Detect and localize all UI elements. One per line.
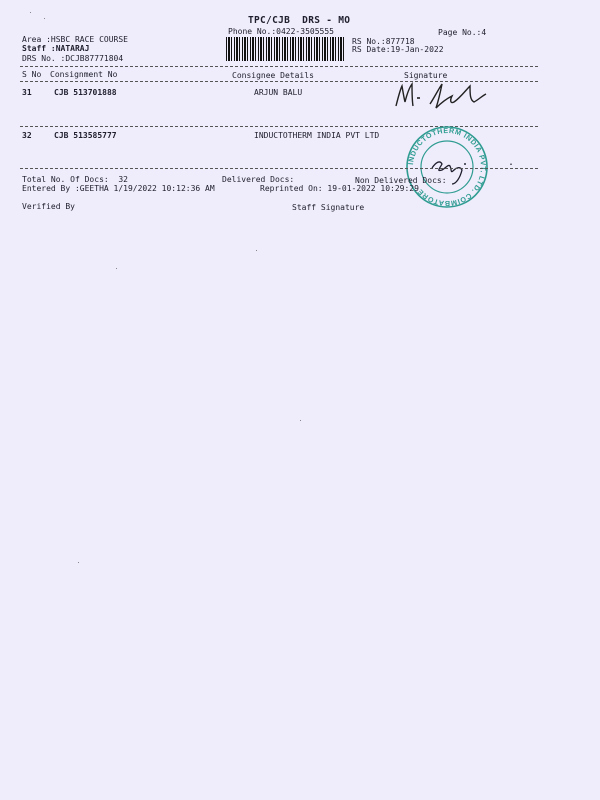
rs-number: RS No.:877718 — [352, 37, 415, 46]
column-consignment: Consignment No — [50, 70, 118, 79]
non-delivered-docs: Non Delivered Docs: — [355, 176, 447, 185]
area-label: Area :HSBC RACE COURSE — [22, 35, 128, 44]
row-31-consignment: CJB 513701888 — [54, 88, 117, 97]
company-stamp — [402, 124, 492, 210]
row-32-sno: 32 — [22, 131, 32, 140]
header-rule-top — [20, 66, 538, 67]
column-signature: Signature — [404, 71, 448, 80]
delivered-docs: Delivered Docs: — [222, 175, 295, 184]
drs-number: DRS No. :DCJB87771804 — [22, 54, 124, 63]
staff-signature: Staff Signature — [292, 203, 365, 212]
row-rule-2 — [20, 168, 538, 169]
dot-mark: . — [508, 157, 515, 168]
scan-speck — [300, 420, 301, 421]
scan-speck — [44, 18, 45, 19]
row-32-consignee: INDUCTOTHERM INDIA PVT LTD — [254, 131, 380, 140]
row-31-signature — [390, 80, 500, 112]
row-31-sno: 31 — [22, 88, 32, 97]
document-title: TPC/CJB DRS - MO — [248, 15, 351, 26]
column-consignee: Consignee Details — [232, 71, 314, 80]
rs-date: RS Date:19-Jan-2022 — [352, 45, 444, 54]
scan-speck — [30, 12, 31, 13]
row-31-consignee: ARJUN BALU — [254, 88, 303, 97]
reprinted-on: Reprinted On: 19-01-2022 10:29:29 — [260, 184, 419, 193]
scan-speck — [256, 250, 257, 251]
stamp-ring-text: INDUCTOTHERM INDIA PVT. LTD. COIMBATORE — [406, 125, 489, 209]
page-number: Page No.:4 — [438, 28, 487, 37]
column-sno: S No — [22, 70, 42, 79]
scan-speck — [78, 562, 79, 563]
entered-by: Entered By :GEETHA 1/19/2022 10:12:36 AM — [22, 184, 215, 193]
barcode — [226, 37, 344, 61]
total-docs: Total No. Of Docs: 32 — [22, 175, 128, 184]
staff-label: Staff :NATARAJ — [22, 44, 90, 53]
scan-speck — [116, 268, 117, 269]
row-32-consignment: CJB 513585777 — [54, 131, 117, 140]
phone-number: Phone No.:0422-3505555 — [228, 27, 334, 36]
verified-by: Verified By — [22, 202, 75, 211]
